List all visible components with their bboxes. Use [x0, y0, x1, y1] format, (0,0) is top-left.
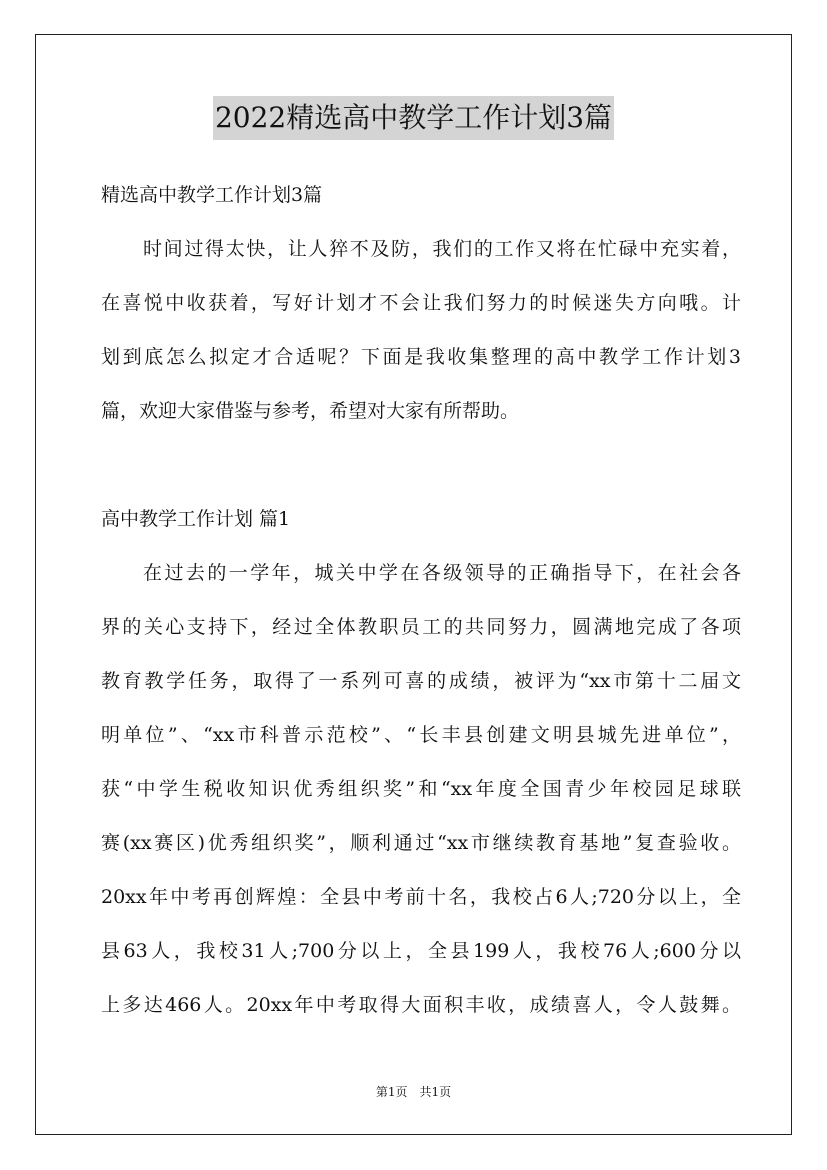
- section-heading: 高中教学工作计划 篇1: [101, 508, 291, 530]
- section-line: 界的关心支持下，经过全体教职员工的共同努力，圆满地完成了各项: [101, 616, 741, 638]
- section-line: 20xx年中考再创辉煌：全县中考前十名，我校占6人;720分以上，全: [101, 886, 741, 908]
- page-total: 共1页: [419, 1085, 452, 1099]
- intro-line: 划到底怎么拟定才合适呢？下面是我收集整理的高中教学工作计划3: [101, 346, 741, 368]
- section-line: 教育教学任务，取得了一系列可喜的成绩，被评为“xx市第十二届文: [101, 670, 741, 692]
- subtitle: 精选高中教学工作计划3篇: [101, 184, 323, 206]
- section-line: 在过去的一学年，城关中学在各级领导的正确指导下，在社会各: [143, 562, 741, 584]
- document-body: [101, 168, 741, 1032]
- page-number: 第1页: [375, 1085, 408, 1099]
- section-line: 赛(xx赛区)优秀组织奖”，顺利通过“xx市继续教育基地”复查验收。: [101, 832, 741, 854]
- intro-line: 在喜悦中收获着，写好计划才不会让我们努力的时候迷失方向哦。计: [101, 292, 741, 314]
- document-title-text: 2022精选高中教学工作计划3篇: [213, 96, 614, 140]
- section-line: 明单位”、“xx市科普示范校”、“长丰县创建文明县城先进单位”，: [101, 724, 741, 746]
- document-title: [0, 96, 827, 140]
- intro-line: 篇，欢迎大家借鉴与参考，希望对大家有所帮助。: [101, 400, 520, 422]
- section-line: 县63人，我校31人;700分以上，全县199人，我校76人;600分以: [101, 940, 741, 962]
- paragraph-spacer: [101, 438, 741, 492]
- page-footer: [0, 1082, 827, 1102]
- intro-line: 时间过得太快，让人猝不及防，我们的工作又将在忙碌中充实着，: [143, 238, 741, 260]
- section-line: 上多达466人。20xx年中考取得大面积丰收，成绩喜人，令人鼓舞。: [101, 994, 741, 1016]
- section-line: 获“中学生税收知识优秀组织奖”和“xx年度全国青少年校园足球联: [101, 778, 741, 800]
